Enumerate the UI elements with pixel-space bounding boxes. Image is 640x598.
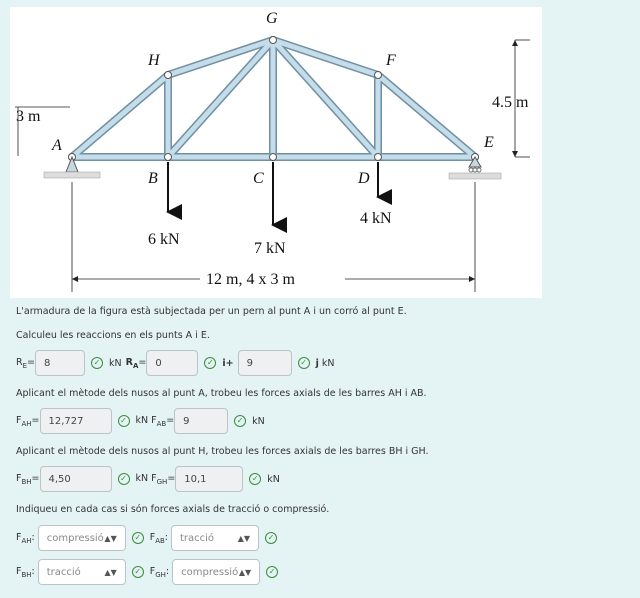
fgh-input[interactable]: 10,1 <box>175 466 243 492</box>
dim-left-height: 3 m <box>16 108 41 125</box>
check-circle-icon: ✓ <box>204 357 216 369</box>
dim-span: 12 m, 4 x 3 m <box>206 271 295 288</box>
fah-select-label: $F_{AH}$: <box>16 531 35 545</box>
fab-select-label: $F_{AB}$: <box>149 531 168 545</box>
ra-i-input[interactable]: 0 <box>146 350 198 376</box>
check-circle-icon: ✓ <box>249 473 261 485</box>
row-type-1 <box>16 525 283 551</box>
fbh-select-label: $F_{BH}$: <box>16 565 35 579</box>
check-circle-icon: ✓ <box>118 473 130 485</box>
question-node-h: Aplicant el mètode dels nusos al punt H, trobeu les forces axials de les barres BH i GH. <box>16 446 429 457</box>
check-circle-icon: ✓ <box>266 566 278 578</box>
ra-j-input[interactable]: 9 <box>238 350 292 376</box>
up-down-arrow-icon: ▲▼ <box>238 567 252 577</box>
label-g: G <box>266 10 278 27</box>
label-f: F <box>386 52 396 69</box>
ra-label: $R_A=$ <box>125 356 147 370</box>
label-a: A <box>52 137 62 154</box>
fab-type-select[interactable]: tracció ▲▼ <box>171 525 259 551</box>
check-circle-icon: ✓ <box>234 415 246 427</box>
label-d: D <box>358 170 370 187</box>
fbh-input[interactable]: 4,50 <box>40 466 112 492</box>
up-down-arrow-icon: ▲▼ <box>104 567 117 577</box>
label-b: B <box>148 170 158 187</box>
dim-right-height: 4.5 m <box>492 94 529 111</box>
fah-type-select[interactable]: compressió ▲▼ <box>38 525 126 551</box>
fab-input[interactable]: 9 <box>174 408 228 434</box>
up-down-arrow-icon: ▲▼ <box>104 533 117 543</box>
check-circle-icon: ✓ <box>132 532 144 544</box>
check-circle-icon: ✓ <box>298 357 310 369</box>
row-node-a <box>16 408 265 434</box>
check-circle-icon: ✓ <box>265 532 277 544</box>
j-unit-label: j kN <box>315 357 335 369</box>
kn-unit: kN <box>109 357 122 369</box>
truss-figure <box>10 7 542 298</box>
row-reactions <box>16 350 334 376</box>
question-reactions: Calculeu les reaccions en els punts A i E. <box>16 330 210 341</box>
label-e: E <box>484 134 494 151</box>
load-d: 4 kN <box>360 210 392 227</box>
question-node-a: Aplicant el mètode dels nusos al punt A, trobeu les forces axials de les barres AH i AB. <box>16 388 427 399</box>
row-type-2 <box>16 559 284 585</box>
truss-diagram <box>10 7 542 298</box>
kn-unit: kN <box>267 473 280 485</box>
fbh-type-select[interactable]: tracció ▲▼ <box>38 559 126 585</box>
fah-input[interactable]: 12,727 <box>40 408 112 434</box>
load-b: 6 kN <box>148 231 180 248</box>
i-unit-label: i+ <box>222 357 234 369</box>
fgh-select-label: $F_{GH}$: <box>149 565 170 579</box>
up-down-arrow-icon: ▲▼ <box>237 533 250 543</box>
row-node-h <box>16 466 280 492</box>
re-input[interactable]: 8 <box>35 350 85 376</box>
label-h: H <box>148 52 160 69</box>
fgh-type-select[interactable]: compressió ▲▼ <box>172 559 260 585</box>
check-circle-icon: ✓ <box>132 566 144 578</box>
fbh-label: $F_{BH}=$ <box>16 472 40 486</box>
re-label: $R_E=$ <box>16 356 36 370</box>
fah-label: $F_{AH}=$ <box>16 414 40 428</box>
fab-label: kN $F_{AB}=$ <box>135 414 175 428</box>
check-circle-icon: ✓ <box>118 415 130 427</box>
fgh-label: kN $F_{GH}=$ <box>135 472 176 486</box>
load-c: 7 kN <box>254 240 286 257</box>
label-c: C <box>253 170 264 187</box>
question-type: Indiqueu en cada cas si són forces axials de tracció o compressió. <box>16 504 330 515</box>
kn-unit: kN <box>252 415 265 427</box>
check-circle-icon: ✓ <box>91 357 103 369</box>
intro-text: L'armadura de la figura està subjectada per un pern al punt A i un corró al punt E. <box>16 306 407 317</box>
